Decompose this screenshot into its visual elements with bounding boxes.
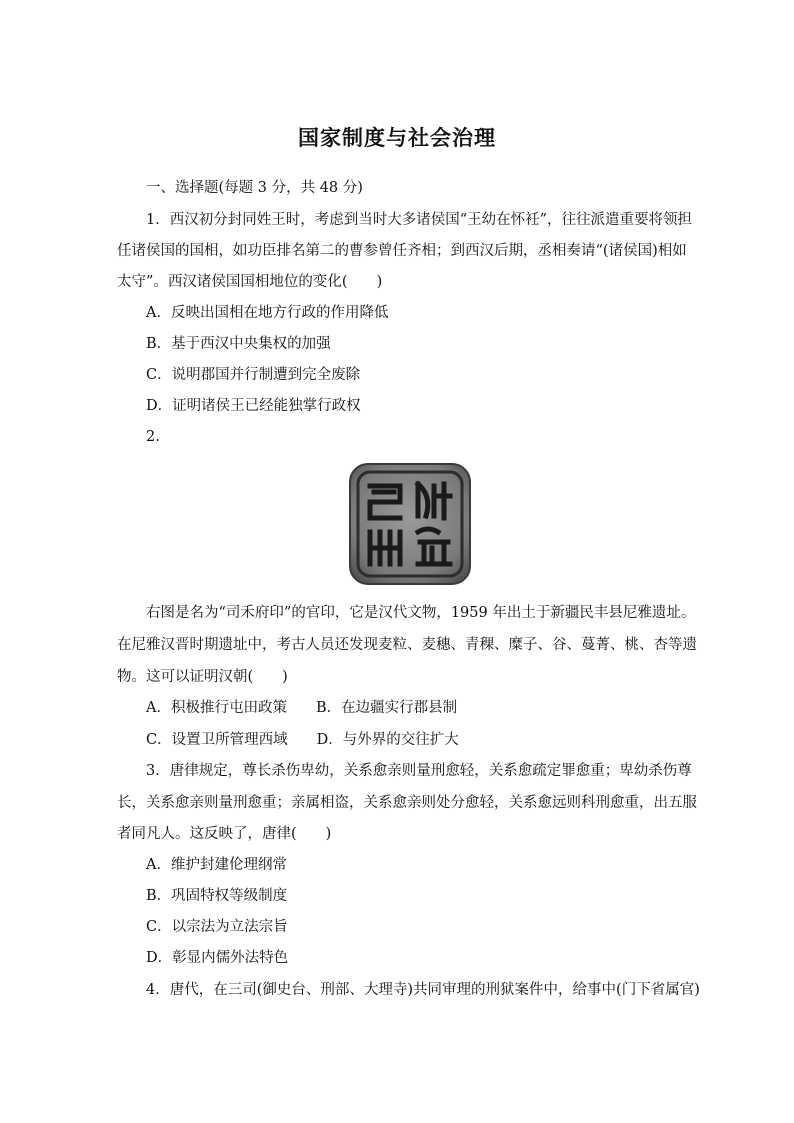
q4-stem-line-1: 4．唐代，在三司(御史台、刑部、大理寺)共同审理的刑狱案件中，给事中(门下省属官) xyxy=(146,982,700,998)
q1-option-d: D．证明诸侯王已经能独掌行政权 xyxy=(146,398,361,414)
q2-options-row-1: A．积极推行屯田政策 B．在边疆实行郡县制 xyxy=(146,700,458,716)
q3-option-b: B．巩固特权等级制度 xyxy=(146,888,288,904)
q1-option-c: C．说明郡国并行制遭到完全废除 xyxy=(146,367,361,383)
q3-stem-line-3: 者同凡人。这反映了，唐律( ) xyxy=(117,826,332,842)
q3-option-d: D．彰显内儒外法特色 xyxy=(146,950,289,966)
q1-option-a: A．反映出国相在地方行政的作用降低 xyxy=(146,305,389,321)
q1-stem-line-1: 1．西汉初分封同姓王时，考虑到当时大多诸侯国“王幼在怀衽”，往往派遣重要将领担 xyxy=(146,212,693,228)
q3-stem-line-1: 3．唐律规定，尊长杀伤卑幼，关系愈亲则量刑愈轻，关系愈疏定罪愈重；卑幼杀伤尊 xyxy=(146,763,692,779)
q1-option-b: B．基于西汉中央集权的加强 xyxy=(146,336,331,352)
q1-stem-line-2: 任诸侯国的国相，如功臣排名第二的曹参曾任齐相；到西汉后期，丞相奏请“(诸侯国)相如 xyxy=(117,243,687,259)
q2-stem-line-1: 右图是名为“司禾府印”的官印，它是汉代文物，1959 年出土于新疆民丰县尼雅遗址。 xyxy=(146,605,696,621)
seal-image xyxy=(348,462,472,586)
q3-stem-line-2: 长，关系愈亲则量刑愈重；亲属相盗，关系愈亲则处分愈轻，关系愈远则科刑愈重，出五服 xyxy=(117,795,697,811)
q2-stem-line-3: 物。这可以证明汉朝( ) xyxy=(117,669,288,685)
section-heading: 一、选择题(每题 3 分，共 48 分) xyxy=(146,180,363,196)
q3-option-c: C．以宗法为立法宗旨 xyxy=(146,919,288,935)
page-title: 国家制度与社会治理 xyxy=(298,126,496,150)
q2-number: 2. xyxy=(146,429,160,445)
q1-stem-line-3: 太守”。西汉诸侯国国相地位的变化( ) xyxy=(117,274,383,290)
q2-options-row-2: C．设置卫所管理西域 D．与外界的交往扩大 xyxy=(146,732,459,748)
q2-stem-line-2: 在尼雅汉晋时期遗址中，考古人员还发现麦粒、麦穗、青稞、糜子、谷、蔓菁、桃、杏等遗 xyxy=(117,637,697,653)
q3-option-a: A．维护封建伦理纲常 xyxy=(146,857,287,873)
